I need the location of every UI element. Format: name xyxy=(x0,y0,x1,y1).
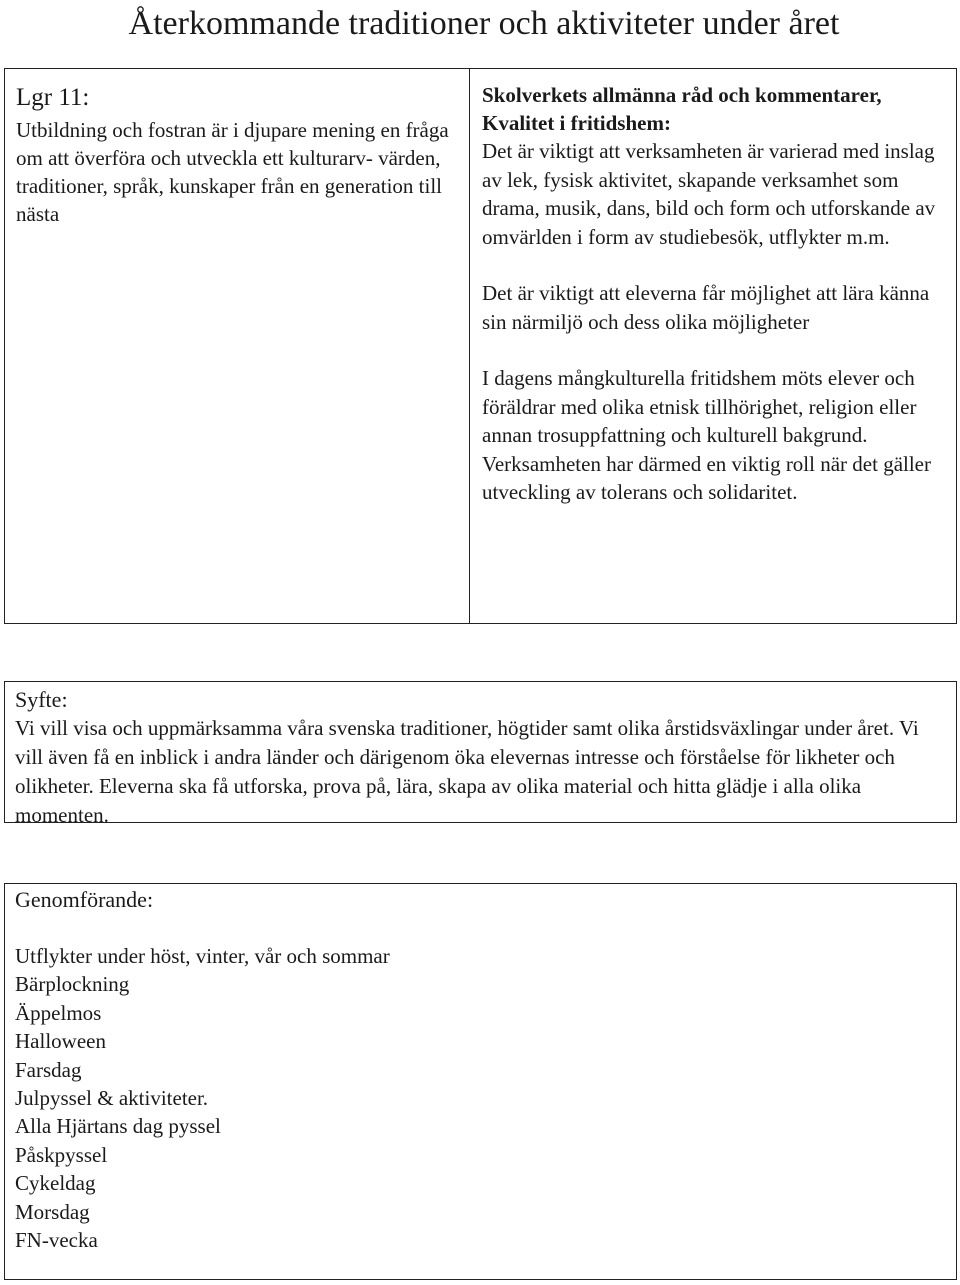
list-item: Cykeldag xyxy=(15,1171,96,1196)
list-item: Äppelmos xyxy=(15,1000,102,1025)
list-item: Bärplockning xyxy=(15,972,130,997)
list-item: Utflykter under höst, vinter, vår och sommar xyxy=(15,944,390,968)
purpose-text: Vi vill visa och uppmärksamma våra svenska traditioner, högtider samt olika årstidsväxlingar under året. Vi vill även få en inblick i andra länder och därigenom öka elevernas intresse och förståelse för likheter och olikheter. Eleverna ska få utforska, prova på, lära, skapa av olika material och hitta glädje i alla olika momenten. xyxy=(15,716,919,827)
skolverket-quote-3: I dagens mångkulturella fritidshem möts elever och föräldrar med olika etnisk tillhörighet, religion eller annan trosuppfattning och kulturell bakgrund. Verksamheten har därmed en viktig roll när det gäller utveckling av tolerans och solidaritet. xyxy=(482,366,931,504)
list-item: FN-vecka xyxy=(15,1228,98,1253)
list-item: Påskpyssel xyxy=(15,1142,108,1167)
skolverket-quote-2: Det är viktigt att eleverna får möjlighet att lära känna sin närmiljö och dess olika möjligheter xyxy=(482,281,930,334)
lgr-quote: Utbildning och fostran är i djupare mening en fråga om att överföra och utveckla ett kulturarv- värden, traditioner, språk, kunskaper från en generation till nästa xyxy=(16,118,449,226)
list-item: Julpyssel & aktiviteter. xyxy=(15,1086,209,1111)
purpose-heading: Syfte: xyxy=(15,687,68,712)
activity-list xyxy=(15,942,945,1254)
curriculum-table xyxy=(4,68,957,624)
list-item: Alla Hjärtans dag pyssel xyxy=(15,1114,221,1139)
skolverket-heading: Skolverkets allmänna råd och kommentarer, Kvalitet i fritidshem: xyxy=(482,83,882,135)
skolverket-quote-1: Det är viktigt att verksamheten är varierad med inslag av lek, fysisk aktivitet, skapande verksamhet som drama, musik, dans, bild och form och utforskande av omvärlden i form av studiebesök, utflykter m.m. xyxy=(482,139,936,249)
list-item: Halloween xyxy=(15,1029,106,1054)
page-title: Återkommande traditioner och aktiviteter under året xyxy=(128,5,840,42)
purpose-box xyxy=(4,681,957,827)
implementation-box xyxy=(4,883,957,1280)
list-item: Morsdag xyxy=(15,1199,90,1224)
column-divider xyxy=(469,69,470,623)
lgr-heading: Lgr 11: xyxy=(16,84,90,111)
skolverket-cell xyxy=(482,81,950,507)
implementation-heading: Genomförande: xyxy=(15,887,154,912)
lgr-cell xyxy=(16,83,456,228)
list-item: Farsdag xyxy=(15,1057,82,1082)
